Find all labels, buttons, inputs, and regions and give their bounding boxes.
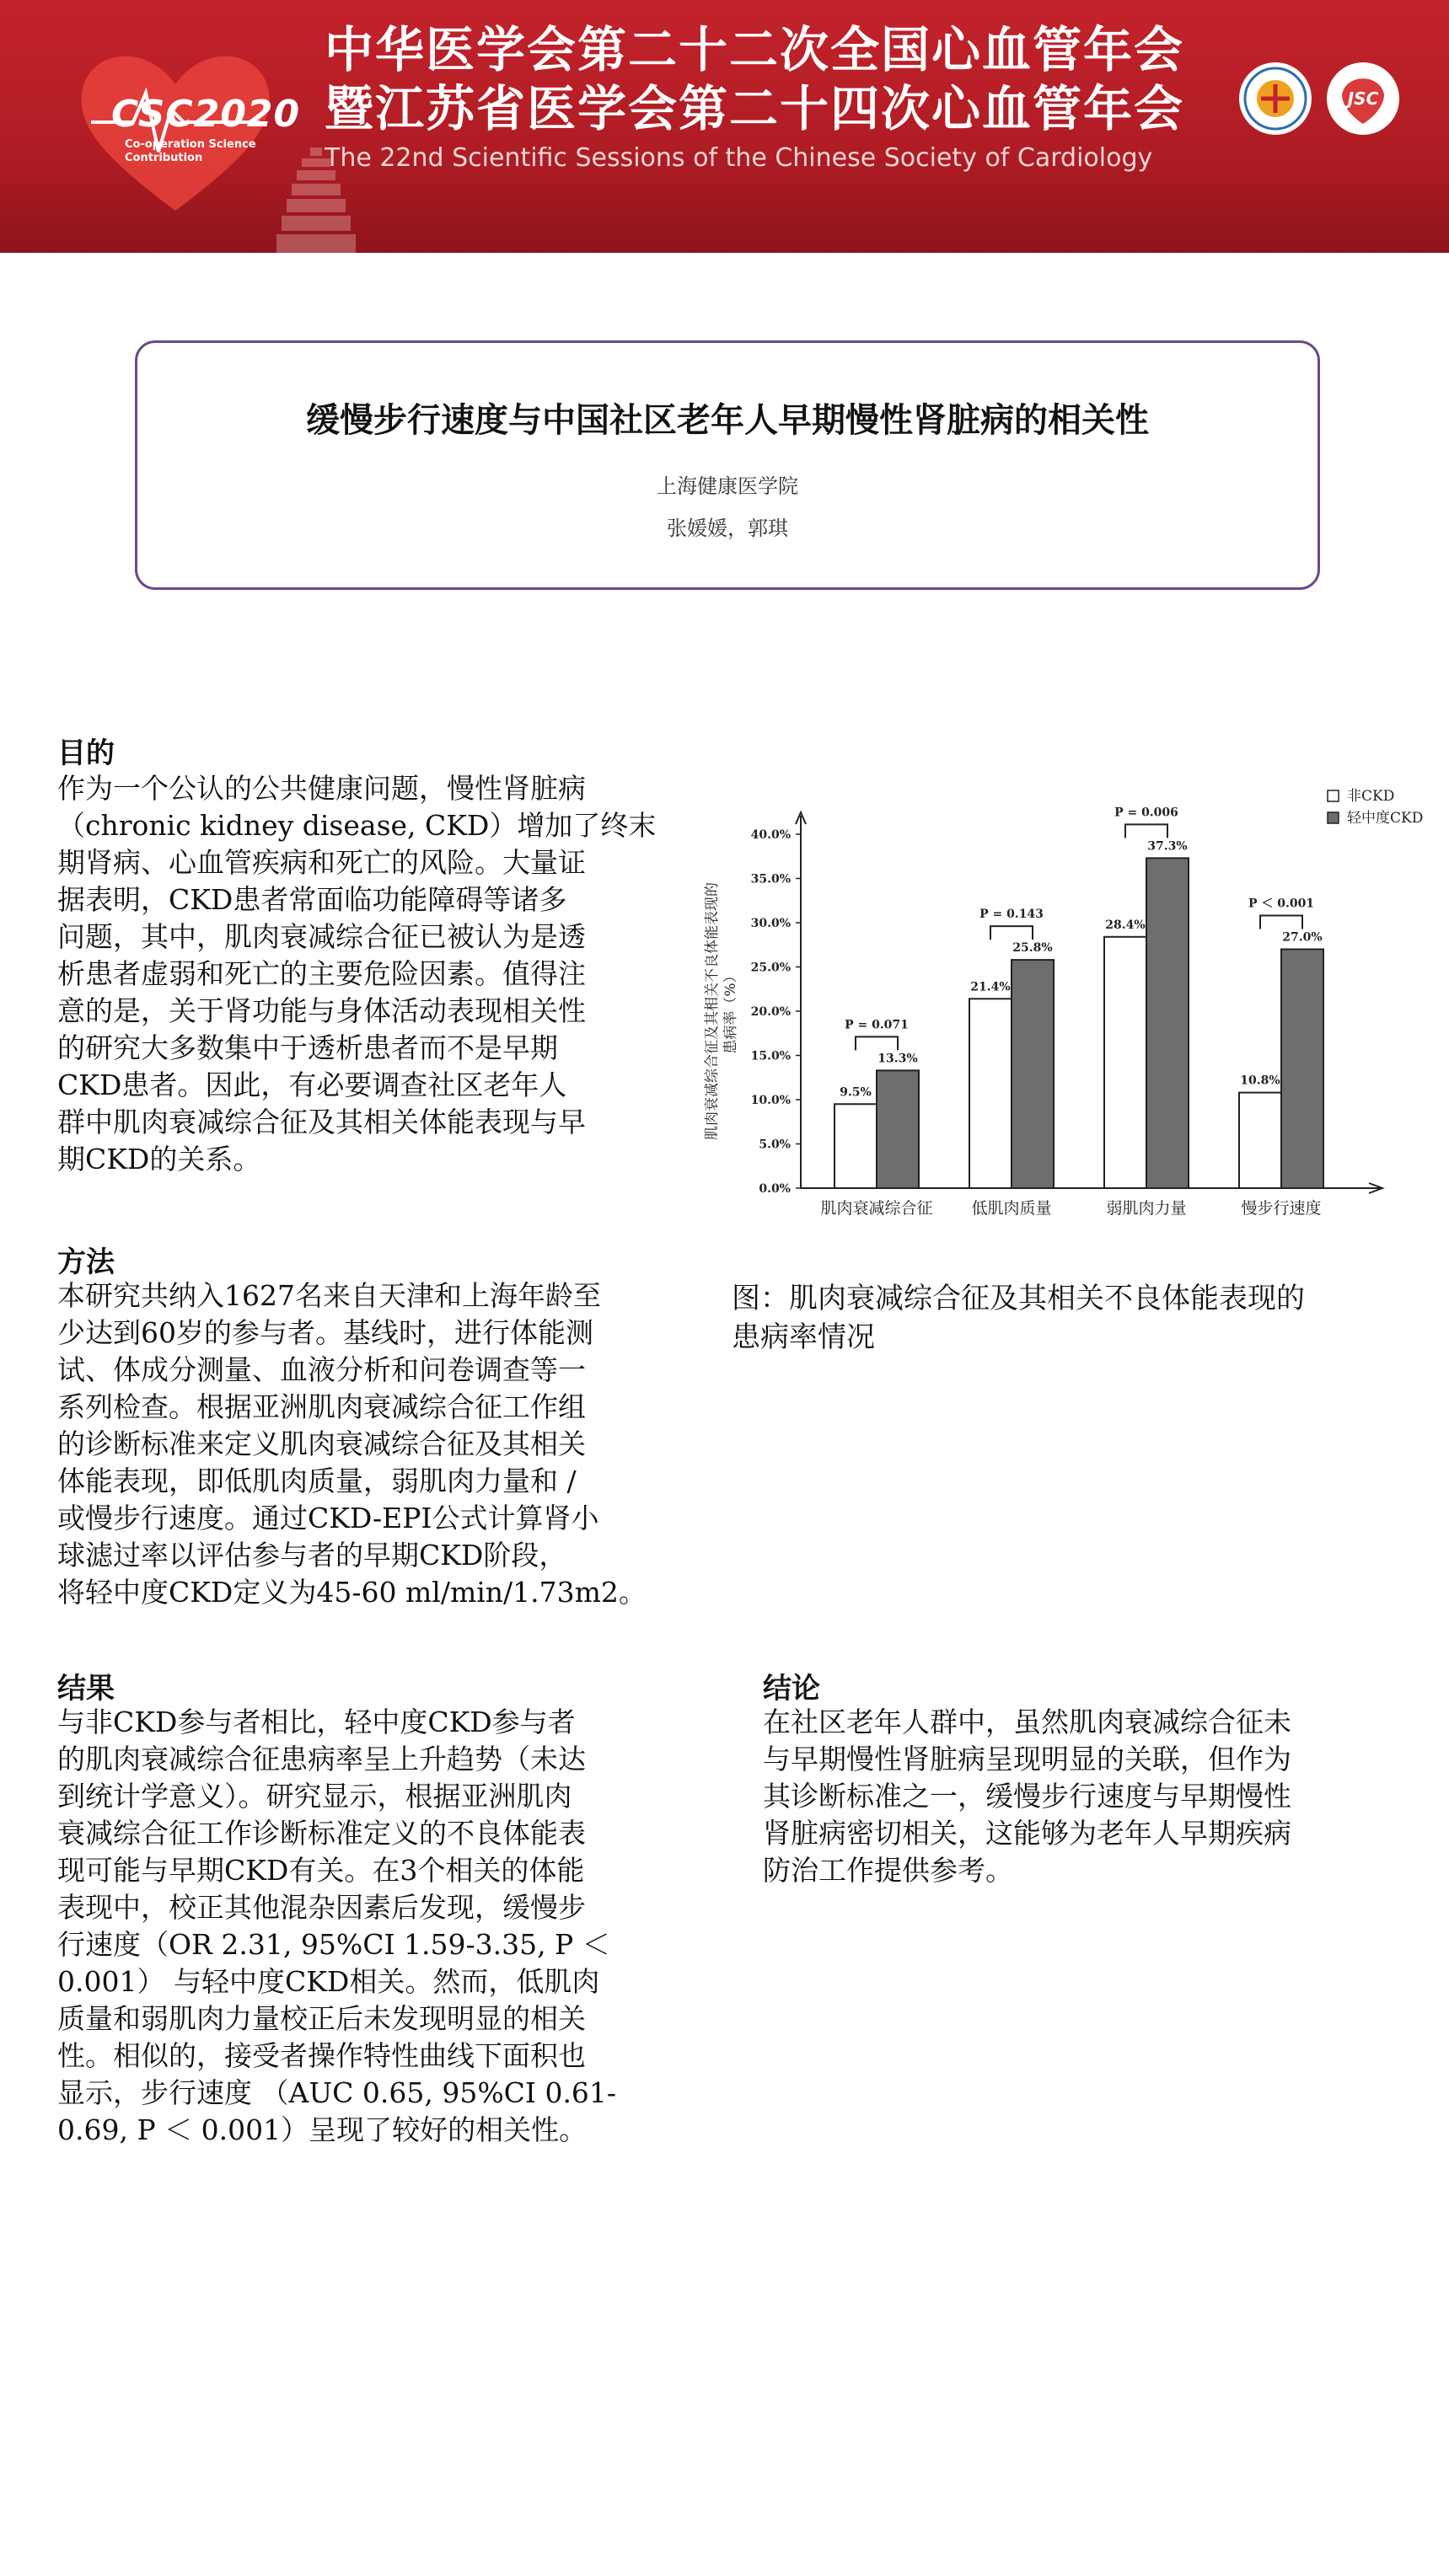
jsc-seal-icon <box>1325 61 1401 137</box>
jsc-seal-text: JSC <box>1347 88 1379 109</box>
cma-seal-icon <box>1237 61 1313 137</box>
text-line: 与非CKD参与者相比，轻中度CKD参与者 <box>57 1706 576 1738</box>
conference-banner <box>0 0 1449 253</box>
text-line: 质量和弱肌肉力量校正后未发现明显的相关 <box>57 2002 586 2035</box>
purpose-heading: 目的 <box>57 736 115 770</box>
text-line: 在社区老年人群中，虽然肌肉衰减综合征未 <box>763 1706 1291 1738</box>
bar-value-label: 9.5% <box>840 1085 872 1100</box>
y-tick-label: 5.0% <box>759 1138 791 1152</box>
text-line: 的诊断标准来定义肌肉衰减综合征及其相关 <box>57 1427 586 1460</box>
bar-value-label: 13.3% <box>877 1052 918 1066</box>
text-line: 性。相似的，接受者操作特性曲线下面积也 <box>57 2039 586 2072</box>
y-axis-label: 患病率（%） <box>722 968 739 1054</box>
p-value-label: P = 0.071 <box>845 1018 909 1032</box>
text-line: 期肾病、心血管疾病和死亡的风险。大量证 <box>57 846 586 879</box>
text-line: 据表明，CKD患者常面临功能障碍等诸多 <box>57 883 567 916</box>
text-line: 意的是，关于肾功能与身体活动表现相关性 <box>57 994 586 1027</box>
p-value-bracket <box>856 1036 898 1050</box>
caption-line: 图：肌肉衰减综合征及其相关不良体能表现的 <box>732 1282 1305 1315</box>
x-tick-label: 肌肉衰减综合征 <box>820 1199 933 1218</box>
bar-non-ckd <box>1239 1093 1281 1188</box>
p-value-bracket <box>1125 824 1167 838</box>
banner-subtitle: The 22nd Scientific Sessions of the Chinese Society of Cardiology <box>325 143 1153 173</box>
text-line: 行速度（OR 2.31, 95%CI 1.59-3.35, P ＜ <box>57 1928 610 1961</box>
x-tick-label: 弱肌肉力量 <box>1106 1199 1187 1218</box>
text-line: 或慢步行速度。通过CKD-EPI公式计算肾小 <box>57 1502 599 1534</box>
text-line: 球滤过率以评估参与者的早期CKD阶段， <box>57 1539 567 1572</box>
text-line: 到统计学意义）。研究显示，根据亚洲肌肉 <box>57 1780 572 1813</box>
text-line: 将轻中度CKD定义为45-60 ml/min/1.73m2。 <box>57 1576 647 1609</box>
methods-text <box>57 1277 664 1611</box>
bar-value-label: 28.4% <box>1105 918 1146 932</box>
p-value-bracket <box>1260 916 1302 929</box>
legend-swatch <box>1328 812 1339 823</box>
y-tick-label: 20.0% <box>750 1005 791 1019</box>
bar-ckd <box>1012 960 1054 1188</box>
p-value-label: P = 0.143 <box>979 908 1044 922</box>
p-value-bracket <box>990 926 1033 940</box>
bar-non-ckd <box>969 999 1012 1188</box>
text-line: 析患者虚弱和死亡的主要危险因素。值得注 <box>57 957 586 990</box>
results-heading: 结果 <box>57 1672 115 1706</box>
y-tick-label: 30.0% <box>750 917 791 930</box>
banner-title-line2: 暨江苏省医学会第二十四次心血管年会 <box>325 80 1185 137</box>
banner-logo-text: CSC2020 <box>111 93 301 136</box>
text-line: 系列检查。根据亚洲肌肉衰减综合征工作组 <box>57 1390 586 1423</box>
text-line: 0.69, P ＜ 0.001）呈现了较好的相关性。 <box>57 2113 588 2146</box>
text-line: 与早期慢性肾脏病呈现明显的关联，但作为 <box>763 1743 1291 1775</box>
authors: 张媛媛，郭琪 <box>667 517 788 540</box>
text-line: 试、体成分测量、血液分析和问卷调查等一 <box>57 1353 586 1386</box>
bar-value-label: 21.4% <box>970 980 1011 994</box>
figure-caption <box>732 1279 1406 1357</box>
text-line: 显示，步行速度 （AUC 0.65, 95%CI 0.61- <box>57 2076 617 2109</box>
text-line: （chronic kidney disease, CKD）增加了终末 <box>57 809 657 842</box>
affiliation: 上海健康医学院 <box>657 474 798 498</box>
text-line: 肾脏病密切相关，这能够为老年人早期疾病 <box>763 1817 1291 1850</box>
text-line: 问题，其中，肌肉衰减综合征已被认为是透 <box>57 920 586 953</box>
banner-title-line1: 中华医学会第二十二次全国心血管年会 <box>325 21 1185 78</box>
purpose-text <box>57 770 664 1178</box>
bar-ckd <box>1281 950 1323 1189</box>
results-text <box>57 1704 664 2149</box>
text-line: 衰减综合征工作诊断标准定义的不良体能表 <box>57 1817 586 1850</box>
bar-value-label: 27.0% <box>1282 930 1323 945</box>
text-line: 表现中，校正其他混杂因素后发现，缓慢步 <box>57 1891 586 1924</box>
y-tick-label: 0.0% <box>759 1182 791 1196</box>
prevalence-bar-chart <box>691 758 1449 1230</box>
paper-title: 缓慢步行速度与中国社区老年人早期慢性肾脏病的相关性 <box>306 401 1149 440</box>
p-value-label: P = 0.006 <box>1114 806 1178 820</box>
y-tick-label: 10.0% <box>750 1094 791 1107</box>
y-tick-label: 15.0% <box>750 1049 791 1063</box>
y-tick-label: 35.0% <box>750 872 791 886</box>
title-box <box>135 340 1320 590</box>
text-line: 作为一个公认的公共健康问题，慢性肾脏病 <box>57 772 586 805</box>
text-line: 群中肌肉衰减综合征及其相关体能表现与早 <box>57 1106 586 1138</box>
text-line: 其诊断标准之一，缓慢步行速度与早期慢性 <box>763 1780 1291 1813</box>
conclusion-text <box>763 1704 1378 1889</box>
bar-ckd <box>1146 858 1189 1188</box>
legend-label: 非CKD <box>1347 788 1395 805</box>
x-tick-label: 慢步行速度 <box>1241 1199 1322 1218</box>
bar-non-ckd <box>835 1104 877 1188</box>
y-axis-label: 肌肉衰减综合征及其相关不良体能表现的 <box>704 882 721 1140</box>
p-value-label: P ＜ 0.001 <box>1248 897 1315 911</box>
bar-ckd <box>877 1070 919 1188</box>
x-tick-label: 低肌肉质量 <box>971 1199 1052 1218</box>
text-line: CKD患者。因此，有必要调查社区老年人 <box>57 1068 567 1101</box>
text-line: 本研究共纳入1627名来自天津和上海年龄至 <box>57 1279 601 1312</box>
text-line: 的研究大多数集中于透析患者而不是早期 <box>57 1031 558 1064</box>
legend-swatch <box>1328 790 1339 801</box>
banner-logo-sub: Co-operation Science Contribution <box>125 138 256 164</box>
bar-non-ckd <box>1104 937 1146 1188</box>
bar-value-label: 25.8% <box>1012 941 1053 956</box>
legend-label: 轻中度CKD <box>1347 810 1424 827</box>
conclusion-heading: 结论 <box>763 1672 820 1706</box>
bar-value-label: 37.3% <box>1147 839 1188 854</box>
text-line: 少达到60岁的参与者。基线时，进行体能测 <box>57 1316 593 1349</box>
text-line: 的肌肉衰减综合征患病率呈上升趋势（未达 <box>57 1743 586 1775</box>
caption-line: 患病率情况 <box>732 1320 875 1354</box>
text-line: 现可能与早期CKD有关。在3个相关的体能 <box>57 1854 585 1887</box>
y-tick-label: 40.0% <box>750 828 791 842</box>
bar-value-label: 10.8% <box>1240 1074 1280 1088</box>
y-tick-label: 25.0% <box>750 961 791 975</box>
methods-heading: 方法 <box>57 1245 115 1279</box>
text-line: 防治工作提供参考。 <box>763 1854 1013 1887</box>
text-line: 体能表现，即低肌肉质量，弱肌肉力量和 / <box>57 1465 577 1497</box>
text-line: 期CKD的关系。 <box>57 1143 261 1176</box>
text-line: 0.001） 与轻中度CKD相关。然而，低肌肉 <box>57 1965 600 1998</box>
